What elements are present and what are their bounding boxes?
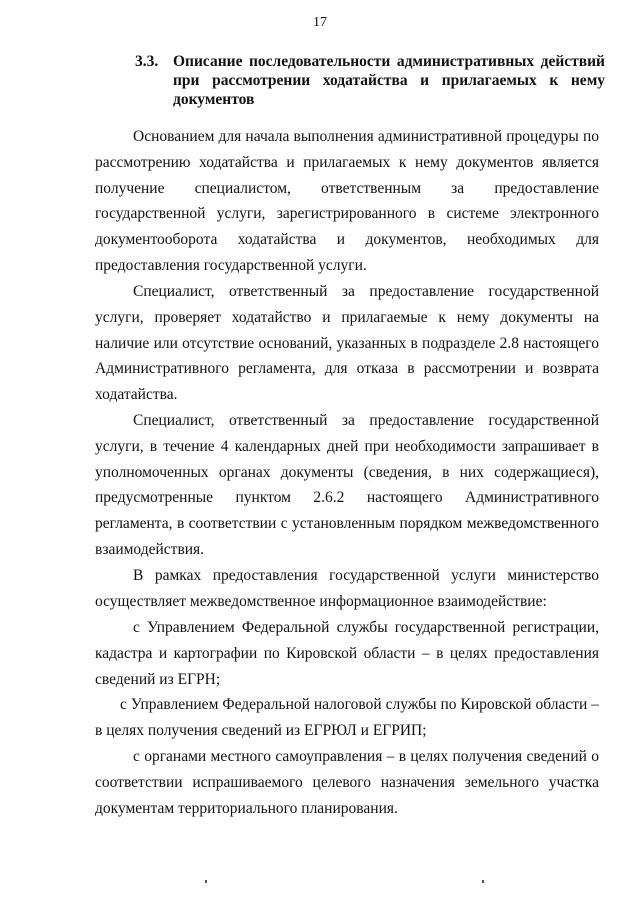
scan-mark	[482, 880, 484, 883]
paragraph-interaction: В рамках предоставления государственной услуги министерство осуществляет межведомственное информационное взаимодействие:	[95, 567, 599, 610]
list-item-tax-service: с Управлением Федеральной налоговой службы по Кировской области – в целях получения сведений из ЕГРЮЛ и ЕГРИП;	[95, 696, 599, 739]
list-item-local-government: с органами местного самоуправления – в целях получения сведений о соответствии испрашиваемого целевого назначения земельного участка документам территориального планирования.	[95, 748, 599, 817]
paragraph-basis: Основанием для начала выполнения административной процедуры по рассмотрению ходатайства и прилагаемых к нему документов является получение специалистом, ответственным за предоставление государственной услуги, зарегистрированного в системе электронного документооборота ходатайства и документов, необходимых для предоставления государственной услуги.	[95, 128, 599, 274]
section-heading	[135, 52, 605, 109]
paragraph-request: Специалист, ответственный за предоставление государственной услуги, в течение 4 календарных дней при необходимости запрашивает в уполномоченных органах документы (сведения, в них содержащиеся), предусмотренные пунктом 2.6.2 настоящего Административного регламента, в соответствии с установленным порядком межведомственного взаимодействия.	[95, 412, 599, 558]
section-title: Описание последовательности административных действий при рассмотрении ходатайства и прилагаемых к нему документов	[173, 53, 605, 108]
list-item-rosreestr: с Управлением Федеральной службы государственной регистрации, кадастра и картографии по Кировской области – в целях предоставления сведений из ЕГРН;	[95, 619, 599, 688]
page-number: 17	[313, 15, 327, 30]
paragraph-check: Специалист, ответственный за предоставление государственной услуги, проверяет ходатайство и прилагаемые к нему документы на наличие или отсутствие оснований, указанных в подразделе 2.8 настоящего Административного регламента, для отказа в рассмотрении и возврата ходатайства.	[95, 283, 599, 404]
section-number: 3.3.	[135, 53, 159, 70]
scan-mark	[205, 880, 207, 883]
